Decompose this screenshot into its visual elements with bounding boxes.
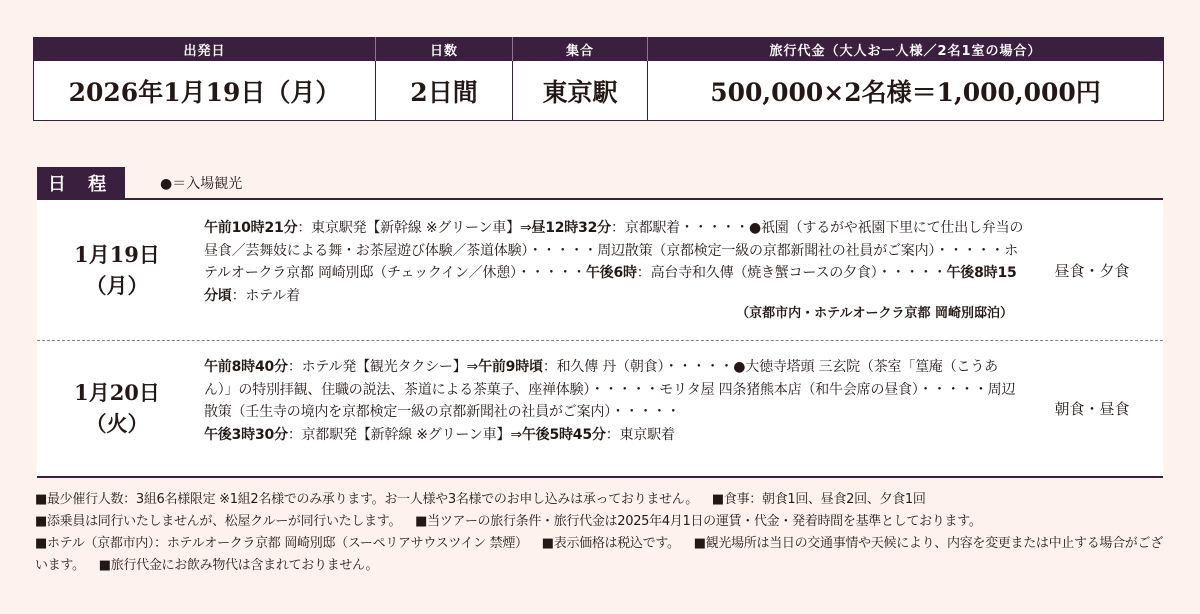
- day-2-date-cell: [37, 341, 197, 475]
- day-2-itinerary: [204, 356, 1024, 446]
- info-header-row: [34, 37, 1164, 61]
- note-meals: ■食事：朝食1回、昼食2回、夕食1回: [711, 492, 926, 507]
- itinerary-text: ：京都駅着・・・・・●祇園（するがや祇園下里にて仕出し弁当の昼食／芸舞妓による舞・お茶屋遊び体験／茶道体験）・・・・・周辺散策（京都検定一級の京都新聞社の社員がご案内）・・・・・ホテルオークラ京都 岡崎別邸（チェックイン／休憩）・・・・・: [204, 220, 1024, 281]
- itinerary-time: 午前9時頃: [478, 359, 543, 375]
- day-1-date-cell: [37, 200, 197, 340]
- price-value: 500,000×2名様＝1,000,000円: [648, 61, 1164, 121]
- day-row-1: [37, 200, 1163, 340]
- note-min-participants: ■最少催行人数：3組6名様限定 ※1組2名様でのみ承ります。お一人様や3名様でのお申し込みは承っておりません。: [35, 492, 698, 507]
- itinerary-time: 午後3時30分: [204, 426, 288, 443]
- meeting-point-value: 東京駅: [513, 61, 648, 121]
- itinerary-time: 午後8時15分頃: [204, 265, 1017, 304]
- departure-date-header: 出発日: [34, 37, 376, 61]
- itinerary-text: ：ホテル着: [231, 287, 300, 304]
- itinerary-time: 昼12時32分: [531, 220, 611, 236]
- schedule-heading: 日 程: [37, 167, 125, 198]
- day-2-date: 1月20日: [74, 380, 160, 405]
- itinerary-text: ：ホテル発【観光タクシー】⇒: [287, 359, 479, 375]
- itinerary-text: ：京都駅発【新幹線 ※グリーン車】⇒: [287, 426, 522, 443]
- duration-value: 2日間: [376, 61, 513, 121]
- footnotes: [35, 489, 1170, 577]
- day-1-meals: 昼食・夕食: [1054, 261, 1130, 280]
- duration-header: 日数: [376, 37, 513, 61]
- note-hotel: ■ホテル（京都市内）：ホテルオークラ京都 岡崎別邸（スーペリアサウスツイン 禁煙）: [35, 536, 528, 551]
- itinerary-time: 午後6時: [585, 265, 637, 281]
- itinerary-text: ：東京駅発【新幹線 ※グリーン車】⇒: [297, 220, 532, 236]
- itinerary-text: ：東京駅着: [605, 426, 675, 443]
- tour-info-table: [33, 37, 1164, 121]
- schedule-legend: ●＝入場観光: [160, 176, 243, 192]
- day-row-2: [37, 340, 1163, 475]
- itinerary-time: 午前10時21分: [204, 220, 298, 236]
- day-2-weekday: （火）: [85, 411, 149, 436]
- itinerary-text: ：和久傳 丹（朝食）・・・・・●大徳寺塔頭 三玄院（茶室「篁庵（こうあん）」の特別拝観、住職の説法、茶道による茶菓子、座禅体験）・・・・・モリタ屋 四条猪熊本店（和牛会席の昼食）・・・・・周辺散策（壬生寺の境内を京都検定一級の京都新聞社の社員がご案内）・・・・・: [204, 359, 1016, 420]
- day-1-lodging: （京都市内・ホテルオークラ京都 岡崎別邸泊）: [736, 306, 1013, 321]
- day-1-itinerary: [204, 217, 1024, 307]
- info-value-row: [34, 61, 1164, 121]
- meeting-point-header: 集合: [513, 37, 648, 61]
- note-escort: ■添乗員は同行いたしませんが、松屋クルーが同行いたします。: [35, 514, 402, 529]
- note-sightseeing: ■観光場所は当日の交通事情や天候により、内容を変更または中止する場合がございます。: [35, 536, 1163, 573]
- departure-date-value: 2026年1月19日（月）: [34, 61, 376, 121]
- note-drinks: ■旅行代金にお飲み物代は含まれておりません。: [98, 558, 379, 573]
- itinerary-time: 午前8時40分: [204, 359, 288, 375]
- itinerary-time: 午後5時45分: [521, 426, 606, 443]
- note-conditions: ■当ツアーの旅行条件・旅行代金は2025年4月1日の運賃・代金・発着時間を基準としております。: [415, 514, 982, 529]
- schedule-table: [37, 198, 1163, 478]
- day-1-weekday: （月）: [85, 273, 149, 298]
- itinerary-text: ：高台寺和久傳（焼き蟹コースの夕食）・・・・・: [636, 265, 947, 281]
- price-header: 旅行代金（大人お一人様／2名1室の場合）: [648, 37, 1164, 61]
- day-2-meals: 朝食・昼食: [1054, 399, 1130, 418]
- note-tax: ■表示価格は税込です。: [541, 536, 680, 551]
- day-1-date: 1月19日: [74, 242, 160, 267]
